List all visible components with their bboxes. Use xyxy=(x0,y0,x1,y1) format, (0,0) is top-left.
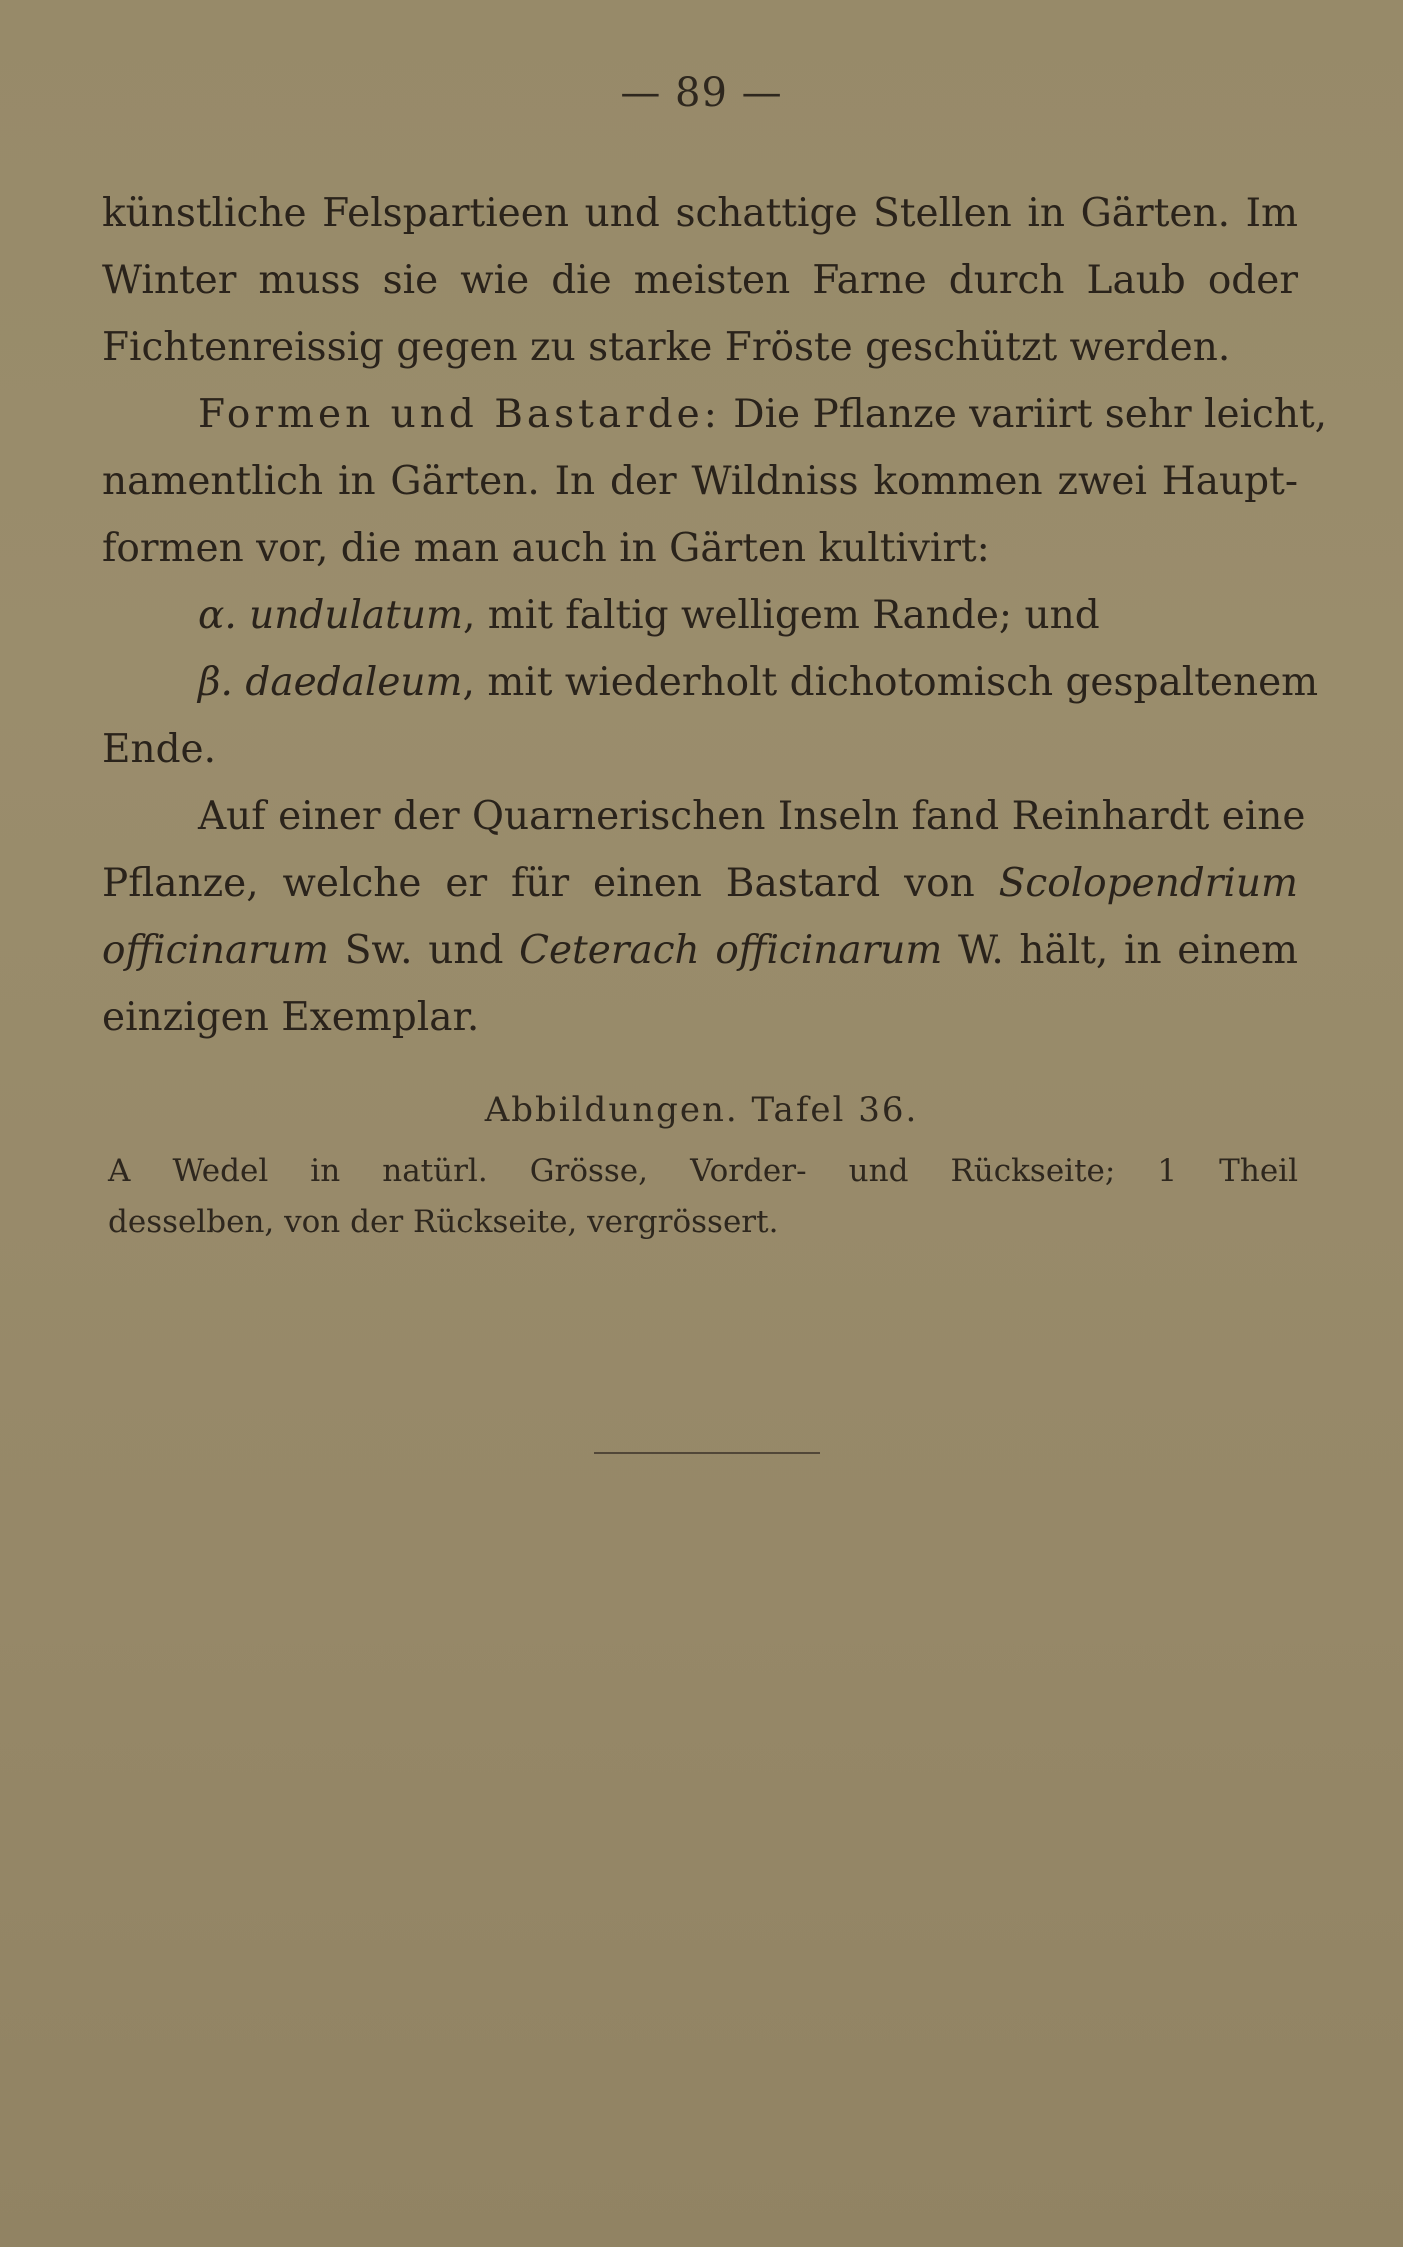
section-divider xyxy=(594,1452,820,1454)
variety-beta xyxy=(102,649,1319,716)
text-span: , mit wiederholt dichotomisch gespaltenem xyxy=(462,660,1319,705)
text-line: Ende. xyxy=(102,727,217,772)
caption-text xyxy=(108,1146,1298,1248)
text-span: Pflanze, welche er für einen Bastard von xyxy=(102,861,999,906)
text-line xyxy=(102,381,1328,448)
text-line: künstliche Felspartieen und schattige Stellen in Gärten. Im xyxy=(102,191,1298,236)
text-line: namentlich in Gärten. In der Wildniss kommen zwei Haupt- xyxy=(102,459,1298,504)
caption-line: desselben, von der Rückseite, vergrössert. xyxy=(108,1204,779,1240)
page-number: — 89 — xyxy=(620,70,783,116)
variety-name: daedaleum xyxy=(245,660,463,705)
variety-name: undulatum xyxy=(249,593,463,638)
caption-heading: Abbildungen. Tafel 36. xyxy=(484,1090,919,1130)
text-line: Fichtenreissig gegen zu starke Fröste geschützt werden. xyxy=(102,325,1231,370)
text-span: , mit faltig welligem Rande; und xyxy=(462,593,1100,638)
species-name: Ceterach officinarum xyxy=(519,928,943,973)
body-text xyxy=(102,180,1328,1051)
text-line xyxy=(102,917,1298,984)
text-span: W. hält, in einem xyxy=(942,928,1299,973)
text-line: Auf einer der Quarnerischen Inseln fand Reinhardt eine xyxy=(198,794,1306,839)
species-name: officinarum xyxy=(102,928,330,973)
text-line xyxy=(102,850,1298,917)
variety-alpha xyxy=(102,582,1298,649)
caption-line: A Wedel in natürl. Grösse, Vorder- und Rückseite; 1 Theil xyxy=(108,1153,1298,1189)
text-span: Sw. und xyxy=(329,928,520,973)
species-name: Scolopendrium xyxy=(998,861,1298,906)
text-line: einzigen Exemplar. xyxy=(102,995,480,1040)
greek-marker: α. xyxy=(198,593,237,638)
text-line: formen vor, die man auch in Gärten kultivirt: xyxy=(102,526,990,571)
text-line: Winter muss sie wie die meisten Farne durch Laub oder xyxy=(102,258,1298,303)
greek-marker: β. xyxy=(198,660,233,705)
section-heading: Formen und Bastarde: xyxy=(198,392,721,437)
text-span: Die Pflanze variirt sehr leicht, xyxy=(720,392,1328,437)
